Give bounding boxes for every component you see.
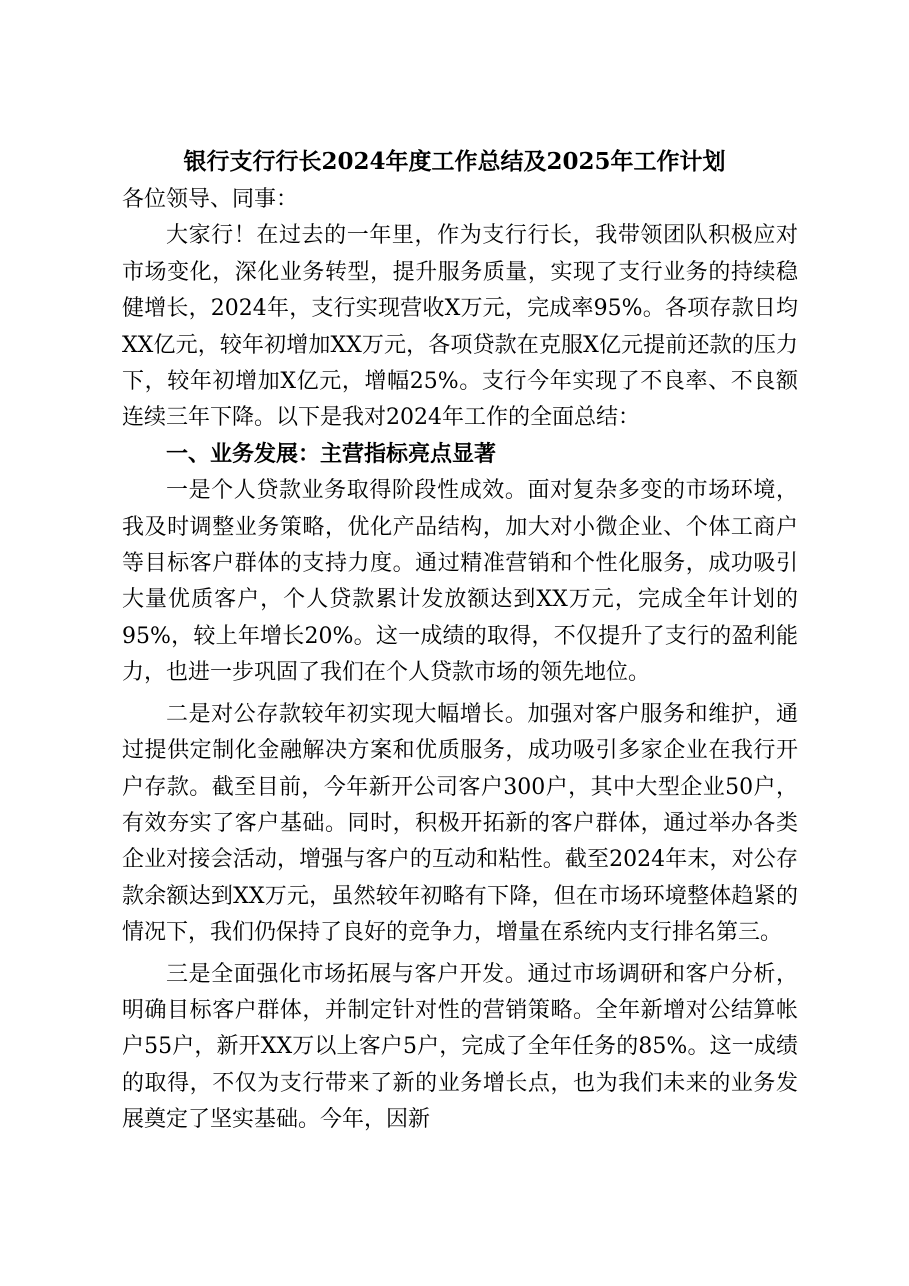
document-body bbox=[122, 182, 798, 1139]
paragraph-personal-loans: 一是个人贷款业务取得阶段性成效。面对复杂多变的市场环境，我及时调整业务策略，优化产品结构，加大对小微企业、个体工商户等目标客户群体的支持力度。通过精准营销和个性化服务，成功吸引大量优质客户，个人贷款累计发放额达到XX万元，完成全年计划的95%，较上年增长20%。这一成绩的取得，不仅提升了支行的盈利能力，也进一步巩固了我们在个人贷款市场的领先地位。 bbox=[122, 478, 798, 686]
section-heading: 一、业务发展：主营指标亮点显著 bbox=[166, 441, 497, 467]
paragraph-corporate-deposits: 二是对公存款较年初实现大幅增长。加强对客户服务和维护，通过提供定制化金融解决方案和优质服务，成功吸引多家企业在我行开户存款。截至目前，今年新开公司客户300户，其中大型企业50户，有效夯实了客户基础。同时，积极开拓新的客户群体，通过举办各类企业对接会活动，增强与客户的互动和粘性。截至2024年末，对公存款余额达到XX万元，虽然较年初略有下降，但在市场环境整体趋紧的情况下，我们仍保持了良好的竞争力，增量在系统内支行排名第三。 bbox=[122, 701, 798, 946]
salutation: 各位领导、同事： bbox=[122, 187, 299, 212]
intro-paragraph: 大家行！在过去的一年里，作为支行行长，我带领团队积极应对市场变化，深化业务转型，提升服务质量，实现了支行业务的持续稳健增长，2024年，支行实现营收X万元，完成率95%。各项存款日均XX亿元，较年初增加XX万元，各项贷款在克服X亿元提前还款的压力下，较年初增加X亿元，增幅25%。支行今年实现了不良率、不良额连续三年下降。以下是我对2024年工作的全面总结： bbox=[122, 223, 798, 431]
document-title: 银行支行行长2024年度工作总结及2025年工作计划 bbox=[183, 148, 726, 175]
paragraph-market-expansion: 三是全面强化市场拓展与客户开发。通过市场调研和客户分析，明确目标客户群体，并制定针对性的营销策略。全年新增对公结算帐户55户，新开XX万以上客户5户，完成了全年任务的85%。这一成绩的取得，不仅为支行带来了新的业务增长点，也为我们未来的业务发展奠定了坚实基础。今年，因新 bbox=[122, 961, 798, 1133]
